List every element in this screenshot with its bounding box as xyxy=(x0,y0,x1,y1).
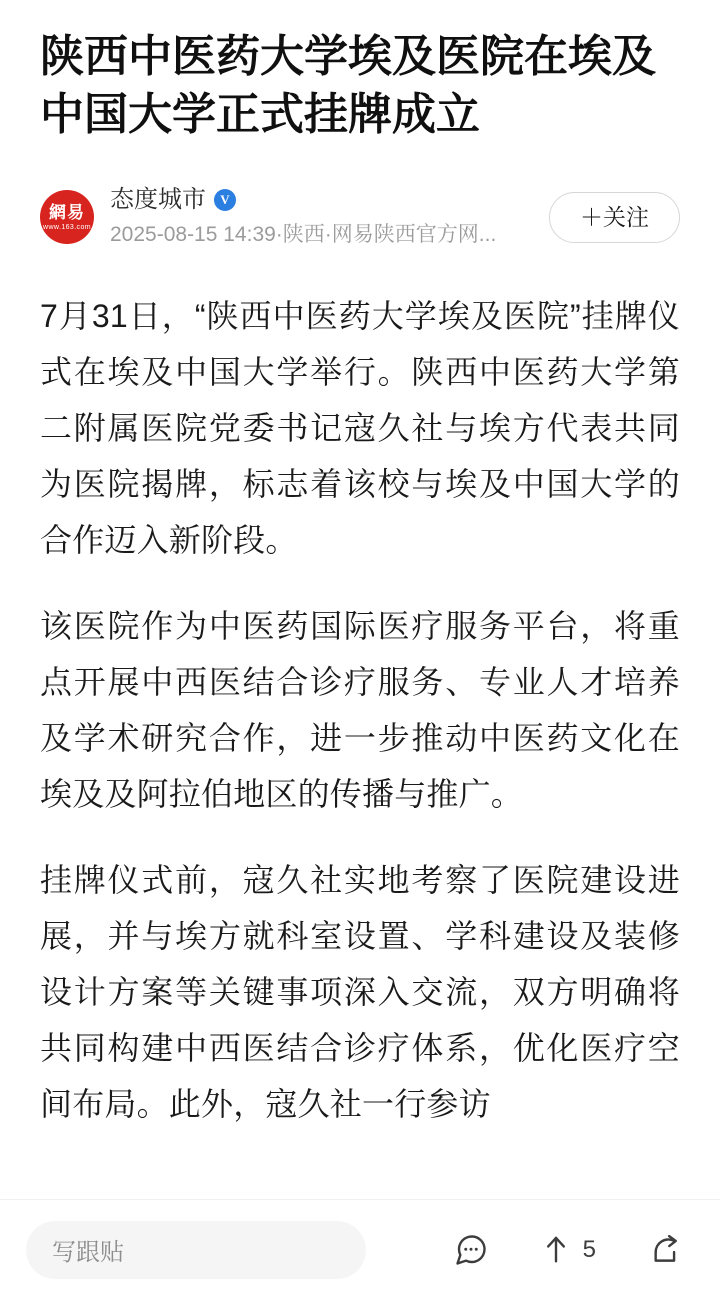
verified-badge-icon: V xyxy=(214,189,236,211)
follow-button[interactable]: ＋关注 xyxy=(549,192,680,243)
avatar-logo-text: 網易 xyxy=(49,202,85,222)
source-name[interactable]: 态度城市 xyxy=(110,186,206,214)
article-paragraph: 挂牌仪式前，寇久社实地考察了医院建设进展，并与埃方就科室设置、学科建设及装修设计方案等关键事项深入交流，双方明确将共同构建中西医结合诊疗体系，优化医疗空间布局。此外，寇久社一行参访 xyxy=(40,862,680,1123)
thumbs-up-arrow-icon xyxy=(539,1233,573,1267)
article-paragraph: 7月31日，“陕西中医药大学埃及医院”挂牌仪式在埃及中国大学举行。陕西中医药大学第二附属医院党委书记寇久社与埃方代表共同为医院揭牌，标志着该校与埃及中国大学的合作迈入新阶段。 xyxy=(40,298,680,559)
comment-input[interactable]: 写跟贴 xyxy=(26,1221,366,1279)
bottom-action-bar xyxy=(0,1199,720,1299)
share-icon[interactable] xyxy=(650,1233,684,1267)
byline-text xyxy=(110,186,496,247)
page-title: 陕西中医药大学埃及医院在埃及中国大学正式挂牌成立 xyxy=(40,32,656,140)
avatar[interactable] xyxy=(40,190,94,244)
article-meta: 2025-08-15 14:39·陕西·网易陕西官方网... xyxy=(110,223,497,247)
comment-icon[interactable] xyxy=(453,1232,489,1268)
byline xyxy=(40,186,680,252)
like-count: 5 xyxy=(582,1235,596,1263)
content-fade-overlay xyxy=(0,1139,720,1199)
article-paragraph: 该医院作为中医药国际医疗服务平台，将重点开展中西医结合诊疗服务、专业人才培养及学术研究合作，进一步推动中医药文化在埃及及阿拉伯地区的传播与推广。 xyxy=(40,608,680,813)
article-body xyxy=(40,288,680,1132)
avatar-logo-subtext: www.163.com xyxy=(43,223,91,231)
like-button[interactable] xyxy=(539,1233,596,1267)
source-row xyxy=(110,188,496,212)
